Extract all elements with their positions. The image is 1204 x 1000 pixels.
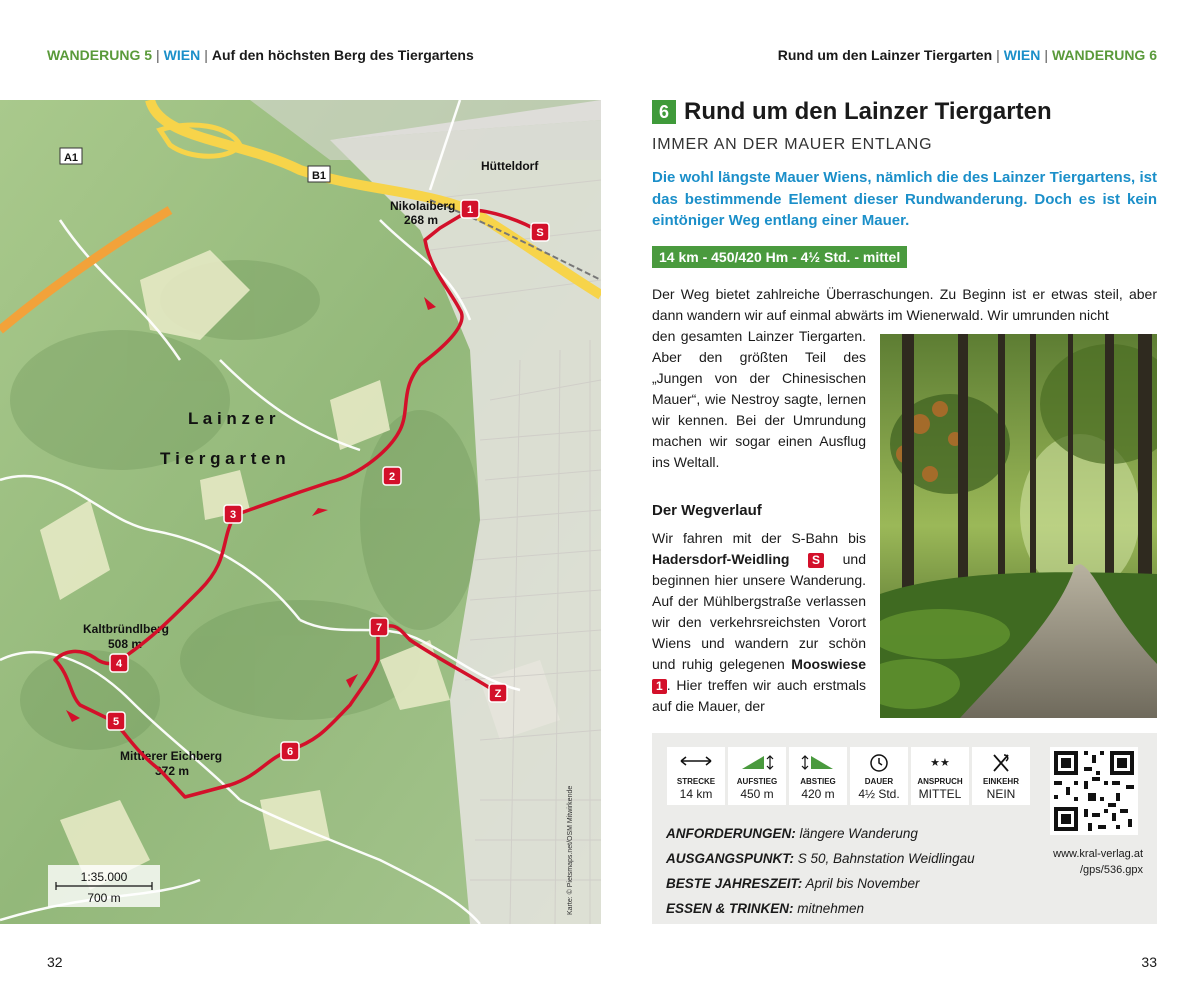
stat-value: 450 m — [740, 787, 774, 801]
header-separator: | — [156, 47, 160, 63]
header-title: Auf den höchsten Berg des Tiergartens — [211, 47, 474, 63]
info-anforderungen — [666, 821, 975, 846]
waypoint-4 — [110, 654, 128, 672]
paragraph-1b: den gesamten Lainzer Tiergarten. Aber den größten Teil des „Jungen von der Chinesischen Mauer“, wie Nestroy sagte, lernen wir kennen. Bei der Umrundung machen wir sogar einen Ausflug ins Weltall. — [652, 328, 866, 470]
area-label-lainzer: L a i n z e r — [188, 409, 276, 428]
info-label: BESTE JAHRESZEIT: — [666, 876, 803, 891]
place-label-kaltbruendlberg: Kaltbründlberg — [83, 622, 169, 636]
elevation-nikolaiberg: 268 m — [404, 213, 439, 227]
page-number-left: 32 — [47, 954, 63, 970]
info-value: längere Wanderung — [795, 826, 918, 841]
stat-anspruch — [911, 747, 969, 805]
waypoint-badge: 1 — [652, 679, 667, 694]
stat-value: 14 km — [679, 787, 713, 801]
gpx-url-path[interactable]: /gps/536.gpx — [1080, 864, 1143, 876]
tour-subtitle: IMMER AN DER MAUER ENTLANG — [652, 136, 933, 153]
waypoint-z — [489, 684, 507, 702]
tour-title — [652, 98, 1052, 126]
waypoint-label: 7 — [375, 622, 383, 634]
road-shield-b1 — [308, 166, 330, 182]
header-separator: | — [996, 47, 1000, 63]
tour-number-badge: 6 — [652, 100, 676, 124]
elevation-kaltbruendlberg: 508 m — [108, 637, 143, 651]
info-lines — [666, 821, 975, 921]
waypoint-1 — [461, 200, 479, 218]
waypoint-label: S — [536, 227, 544, 239]
info-label: ANFORDERUNGEN: — [666, 826, 796, 841]
route-heading: Der Wegverlauf — [652, 502, 762, 519]
road-label-a1: A1 — [63, 152, 79, 164]
waypoint-5 — [107, 712, 125, 730]
stat-value: MITTEL — [918, 787, 962, 801]
distance-arrows-icon — [667, 753, 725, 775]
waypoint-3 — [224, 505, 242, 523]
route-text: und beginnen hier unsere Wanderung. Auf der Mühlbergstraße verlassen wir den verkehrsreichsten Vorort Wiens und wandern zur schön und ruhig gelegenen — [652, 551, 867, 672]
header-separator: | — [1044, 47, 1048, 63]
scale-ratio: 1:35.000 — [80, 870, 128, 884]
stat-value: 420 m — [801, 787, 835, 801]
scale-distance: 700 m — [87, 891, 121, 905]
gpx-url[interactable] — [1053, 846, 1143, 878]
header-title: Rund um den Lainzer Tiergarten — [777, 47, 993, 63]
info-value: mitnehmen — [793, 901, 865, 916]
page-number-right: 33 — [1141, 954, 1157, 970]
waypoint-6 — [281, 742, 299, 760]
info-value: April bis November — [802, 876, 920, 891]
gpx-url-domain[interactable]: www.kral-verlag.at — [1053, 848, 1143, 860]
info-value: S 50, Bahnstation Weidlingau — [794, 851, 975, 866]
tour-title-text: Rund um den Lainzer Tiergarten — [684, 98, 1052, 125]
clock-icon — [850, 753, 908, 775]
waypoint-label: 3 — [229, 509, 237, 521]
forest-path-photo — [880, 334, 1157, 718]
route-text: . Hier treffen wir auch erstmals auf die Mauer, der — [652, 677, 866, 714]
sbahn-badge: S — [808, 553, 824, 568]
running-header-right — [778, 47, 1157, 63]
stat-label: DAUER — [864, 777, 894, 786]
info-essen — [666, 896, 975, 921]
waypoint-label: 4 — [115, 658, 123, 670]
city-label: WIEN — [1003, 47, 1041, 63]
ascent-icon — [728, 753, 786, 775]
stat-abstieg — [789, 747, 847, 805]
stats-icons — [667, 747, 1030, 805]
info-ausgangspunkt — [666, 846, 975, 871]
stat-dauer — [850, 747, 908, 805]
route-paragraph — [652, 528, 866, 717]
header-separator: | — [204, 47, 208, 63]
descent-icon — [789, 753, 847, 775]
stat-label: ABSTIEG — [800, 777, 836, 786]
elevation-eichberg: 372 m — [155, 764, 190, 778]
series-label: WANDERUNG 5 — [47, 47, 153, 63]
stat-einkehr — [972, 747, 1030, 805]
stat-label: EINKEHR — [982, 777, 1019, 786]
stat-label: AUFSTIEG — [736, 777, 778, 786]
stat-value: 4½ Std. — [858, 787, 900, 801]
place-label-eichberg: Mittlerer Eichberg — [120, 749, 223, 763]
info-label: AUSGANGSPUNKT: — [666, 851, 794, 866]
waypoint-label: 6 — [286, 746, 294, 758]
route-map — [0, 100, 601, 924]
gpx-qr-code[interactable] — [1050, 747, 1138, 835]
paragraph-1a: Der Weg bietet zahlreiche Überraschungen. Zu Beginn ist er etwas steil, aber dann wandern wir auf einmal abwärts im Wienerwald. Wir umrunden nicht — [652, 286, 1157, 323]
waypoint-label: 5 — [112, 716, 120, 728]
waypoint-label: 1 — [466, 204, 474, 216]
waypoint-label: Z — [494, 688, 502, 700]
info-jahreszeit — [666, 871, 975, 896]
map-scale — [48, 865, 160, 907]
route-text: Wir fahren mit der S-Bahn bis — [652, 530, 866, 546]
tour-info-box — [652, 733, 1157, 924]
road-shield-a1 — [60, 148, 82, 164]
running-header-left — [47, 47, 474, 63]
stat-aufstieg — [728, 747, 786, 805]
intro-text: Die wohl längste Mauer Wiens, nämlich die des Lainzer Tiergartens, ist das bestimmende Element dieser Rundwanderung. Doch es ist kein eintöniger Weg entlang einer Mauer. — [652, 169, 1157, 229]
facts-bar: 14 km - 450/420 Hm - 4½ Std. - mittel — [652, 246, 907, 268]
series-label: WANDERUNG 6 — [1051, 47, 1157, 63]
cutlery-icon — [972, 753, 1030, 775]
waypoint-s — [531, 223, 549, 241]
place-label-nikolaiberg: Nikolaiberg — [390, 199, 456, 213]
place-label-huetteldorf: Hütteldorf — [481, 159, 539, 173]
station-name: Hadersdorf-Weidling — [652, 551, 790, 567]
mooswiese-name: Mooswiese — [791, 656, 866, 672]
stat-strecke — [667, 747, 725, 805]
stat-label: STRECKE — [676, 777, 716, 786]
city-label: WIEN — [163, 47, 201, 63]
area-label-tiergarten: T i e r g a r t e n — [160, 449, 286, 468]
road-label-b1: B1 — [311, 170, 327, 182]
stat-label: ANSPRUCH — [917, 777, 963, 786]
waypoint-label: 2 — [388, 471, 396, 483]
map-credit: Karte: © Pietsmaps.net/OSM Mitwirkende — [567, 785, 574, 915]
stat-value: NEIN — [986, 787, 1016, 801]
info-label: ESSEN & TRINKEN: — [666, 901, 794, 916]
waypoint-2 — [383, 467, 401, 485]
waypoint-7 — [370, 618, 388, 636]
stars-icon: ★★ — [930, 757, 950, 769]
